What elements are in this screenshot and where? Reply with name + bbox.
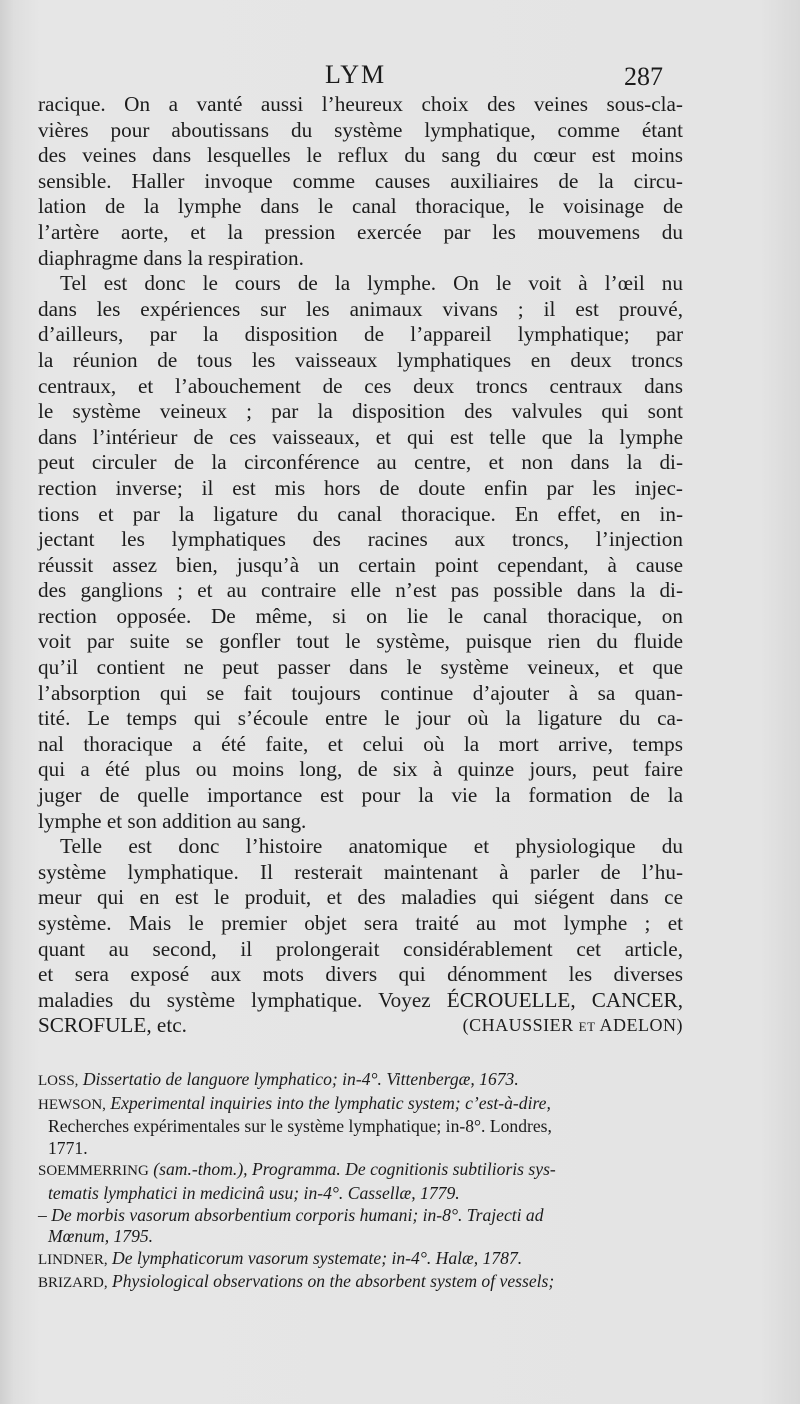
entry-author: SOEMMERRING: [38, 1163, 149, 1180]
entry-text: Physiological observations on the absorbent system of vessels;: [112, 1271, 555, 1292]
text-line: sensible. Haller invoque comme causes auxiliaires de la circu-: [38, 168, 683, 193]
body-text: [38, 92, 683, 1039]
text-line: lation de la lymphe dans le canal thoracique, le voisinage de: [38, 194, 683, 219]
text-line: système. Mais le premier objet sera traité au mot lymphe ; et: [38, 911, 683, 935]
entry-author: BRIZARD,: [38, 1275, 108, 1292]
text-line: voit par suite se gonfler tout le système, puisque rien du fluide: [38, 629, 683, 654]
text-line: jectant les lymphatiques des racines aux troncs, l’injection: [38, 527, 683, 552]
bibliography-entry: [38, 1271, 683, 1295]
text-line: meur qui en est le produit, et des maladies qui siégent dans ce: [38, 885, 683, 910]
paragraph: [38, 834, 683, 1013]
entry-text: Dissertatio de languore lymphatico; in-4°. Vittenbergæ, 1673.: [82, 1069, 519, 1089]
bibliography-entry: [38, 1069, 683, 1093]
entry-text: Mœnum, 1795.: [48, 1226, 154, 1247]
entry-text: tematis lymphatici in medicinâ usu; in-4°. Cassellæ, 1779.: [48, 1182, 460, 1203]
text-line: diaphragme dans la respiration.: [38, 245, 304, 270]
entry-text: – De morbis vasorum absorbentium corporis humani; in-8°. Trajecti ad: [38, 1204, 544, 1225]
running-head: [0, 60, 800, 94]
text-line: et sera exposé aux mots divers qui dénomment les diverses: [38, 962, 683, 987]
page-number: 287: [624, 62, 663, 91]
text-line: dans l’intérieur de ces vaisseaux, et qui est telle que la lymphe: [38, 424, 683, 449]
text-line: juger de quelle importance est pour la vie la formation de la: [38, 783, 683, 808]
text-line: tité. Le temps qui s’écoule entre le jour où la ligature du ca-: [38, 706, 683, 731]
closing-text: SCROFULE, etc.: [38, 1013, 187, 1038]
entry-text: De lymphaticorum vasorum systemate; in-4°. Halæ, 1787.: [111, 1247, 523, 1268]
entry-author: HEWSON,: [38, 1096, 106, 1113]
bibliography-entry: [38, 1093, 683, 1160]
text-line: l’absorption qui se fait toujours continue d’ajouter à sa quan-: [38, 680, 683, 705]
text-line: peut circuler de la circonférence au centre, et non dans la di-: [38, 450, 683, 475]
text-line: des ganglions ; et au contraire elle n’est pas possible dans la di-: [38, 578, 683, 603]
paragraph: [38, 271, 683, 834]
entry-text: (sam.-thom.), Programma. De cognitionis subtilioris sys-: [153, 1159, 556, 1180]
closing-line: [38, 1013, 683, 1039]
text-line: des veines dans lesquelles le reflux du sang du cœur est moins: [38, 143, 683, 168]
text-line: d’ailleurs, par la disposition de l’appareil lymphatique; par: [38, 322, 683, 347]
text-line: racique. On a vanté aussi l’heureux choix des veines sous-cla-: [38, 92, 683, 116]
text-line: l’artère aorte, et la pression exercée par les mouvemens du: [38, 219, 683, 244]
bibliography-entry: [38, 1248, 683, 1272]
text-line: système lymphatique. Il resterait maintenant à parler de l’hu-: [38, 859, 683, 884]
text-line: rection inverse; il est mis hors de doute enfin par les injec-: [38, 475, 683, 500]
running-head-title: LYM: [325, 60, 387, 89]
entry-author: LINDNER,: [38, 1251, 108, 1268]
entry-text: Recherches expérimentales sur le système lymphatique; in-8°. Londres,: [48, 1116, 552, 1137]
text-line: rection opposée. De même, si on lie le canal thoracique, on: [38, 603, 683, 628]
text-line: maladies du système lymphatique. Voyez ÉCROUELLE, CANCER,: [38, 987, 683, 1012]
text-line: centraux, et l’abouchement de ces deux troncs centraux dans: [38, 373, 683, 398]
author-signature: (CHAUSSIER et ADELON): [462, 1015, 683, 1036]
bibliography-entry: [38, 1159, 683, 1204]
entry-text: 1771.: [48, 1137, 88, 1158]
text-line: réussit assez bien, jusqu’à un certain point cependant, à cause: [38, 552, 683, 577]
text-line: le système veineux ; par la disposition des valvules qui sont: [38, 399, 683, 424]
paragraph: [38, 92, 683, 271]
text-line: Tel est donc le cours de la lymphe. On le voit à l’œil nu: [60, 271, 683, 296]
entry-text: Experimental inquiries into the lymphatic system; c’est-à-dire,: [110, 1092, 551, 1113]
text-line: nal thoracique a été faite, et celui où la mort arrive, temps: [38, 731, 683, 756]
text-line: tions et par la ligature du canal thoracique. En effet, en in-: [38, 501, 683, 526]
text-line: la réunion de tous les vaisseaux lymphatiques en deux troncs: [38, 347, 683, 372]
text-line: dans les expériences sur les animaux vivans ; il est prouvé,: [38, 296, 683, 321]
text-line: qu’il contient ne peut passer dans le système veineux, et que: [38, 655, 683, 680]
entry-author: LOSS,: [38, 1073, 79, 1089]
text-line: vières pour aboutissans du système lymphatique, comme étant: [38, 117, 683, 142]
text-line: quant au second, il prolongerait considérablement cet article,: [38, 936, 683, 961]
bibliography-entry: [38, 1205, 683, 1248]
text-line: qui a été plus ou moins long, de six à quinze jours, peut faire: [38, 757, 683, 782]
text-line: Telle est donc l’histoire anatomique et physiologique du: [60, 834, 683, 859]
text-line: lymphe et son addition au sang.: [38, 808, 307, 833]
bibliography: [38, 1069, 683, 1295]
